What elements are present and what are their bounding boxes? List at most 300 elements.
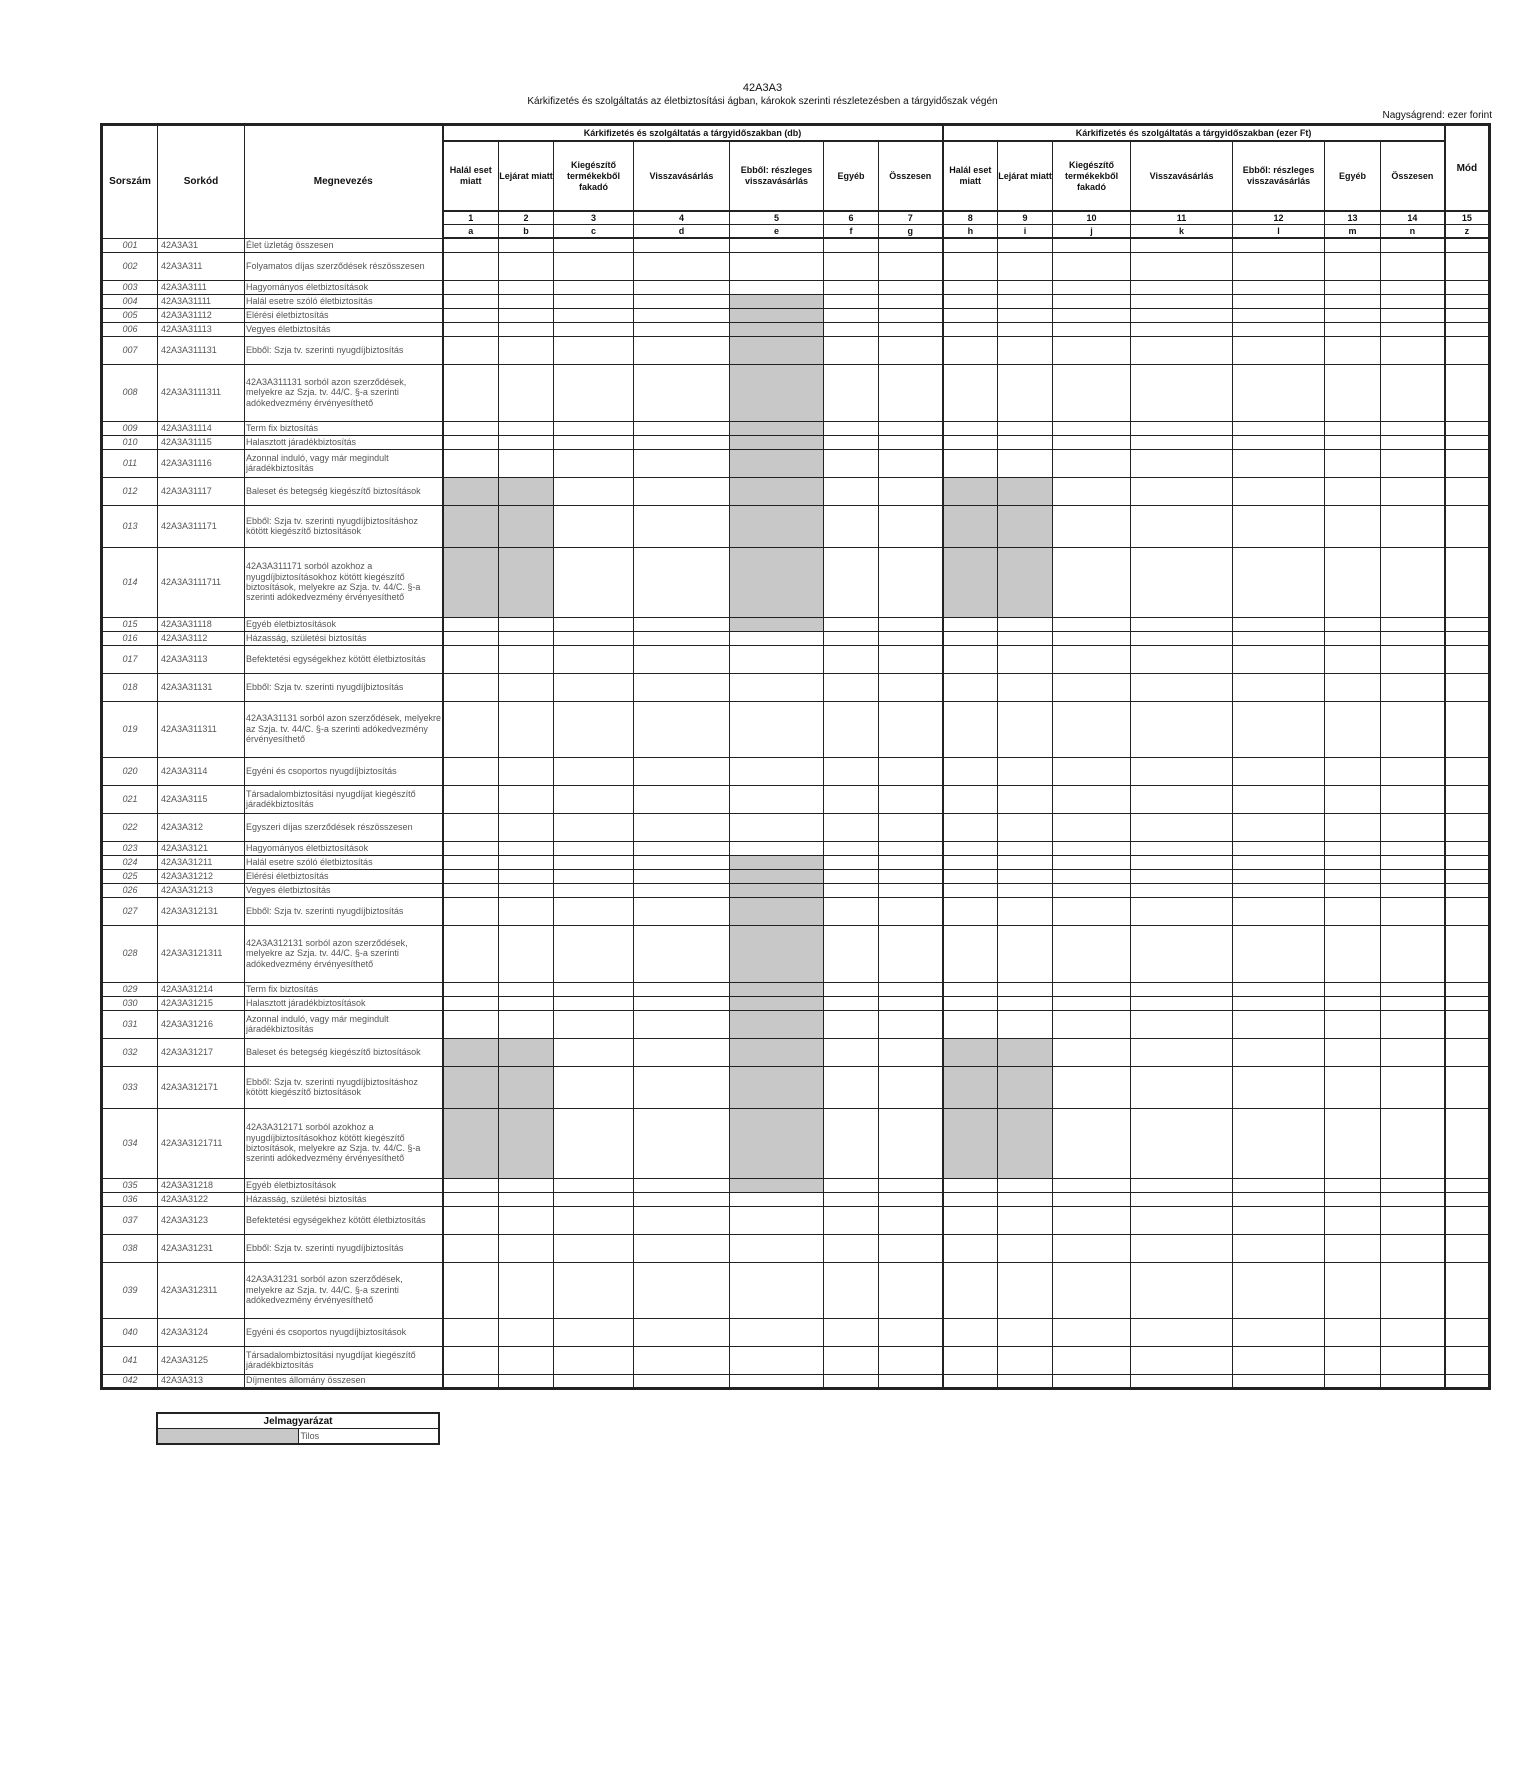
data-cell[interactable] (1325, 1374, 1381, 1388)
data-cell[interactable] (634, 897, 730, 925)
data-cell[interactable] (943, 1234, 998, 1262)
data-cell[interactable] (1325, 238, 1381, 252)
data-cell[interactable] (443, 322, 499, 336)
data-cell[interactable] (879, 1206, 943, 1234)
data-cell[interactable] (1053, 813, 1131, 841)
data-cell[interactable] (1325, 1192, 1381, 1206)
data-cell[interactable] (998, 1178, 1053, 1192)
data-cell[interactable] (1053, 421, 1131, 435)
data-cell[interactable] (443, 757, 499, 785)
data-cell[interactable] (554, 280, 634, 294)
data-cell[interactable] (824, 1206, 879, 1234)
data-cell[interactable] (824, 1192, 879, 1206)
data-cell[interactable] (1325, 982, 1381, 996)
data-cell[interactable] (1053, 238, 1131, 252)
data-cell[interactable] (730, 1374, 824, 1388)
data-cell[interactable] (879, 785, 943, 813)
data-cell[interactable] (443, 897, 499, 925)
data-cell[interactable] (1233, 673, 1325, 701)
data-cell[interactable] (730, 280, 824, 294)
data-cell[interactable] (1325, 505, 1381, 547)
data-cell[interactable] (1131, 322, 1233, 336)
data-cell[interactable] (1131, 982, 1233, 996)
data-cell[interactable] (824, 982, 879, 996)
data-cell[interactable] (1233, 308, 1325, 322)
data-cell[interactable] (824, 1066, 879, 1108)
data-cell[interactable] (499, 308, 554, 322)
data-cell[interactable] (1131, 1066, 1233, 1108)
data-cell[interactable] (1445, 617, 1490, 631)
data-cell[interactable] (998, 883, 1053, 897)
data-cell[interactable] (1381, 996, 1445, 1010)
data-cell[interactable] (730, 1346, 824, 1374)
data-cell[interactable] (1381, 1010, 1445, 1038)
data-cell[interactable] (554, 1318, 634, 1346)
data-cell[interactable] (1131, 841, 1233, 855)
data-cell[interactable] (824, 1262, 879, 1318)
data-cell[interactable] (1325, 477, 1381, 505)
data-cell[interactable] (1445, 673, 1490, 701)
data-cell[interactable] (943, 1192, 998, 1206)
data-cell[interactable] (499, 982, 554, 996)
data-cell[interactable] (824, 645, 879, 673)
data-cell[interactable] (1445, 1066, 1490, 1108)
data-cell[interactable] (824, 238, 879, 252)
data-cell[interactable] (879, 673, 943, 701)
data-cell[interactable] (879, 1262, 943, 1318)
data-cell[interactable] (1053, 1262, 1131, 1318)
data-cell[interactable] (1445, 280, 1490, 294)
data-cell[interactable] (824, 1346, 879, 1374)
data-cell[interactable] (1131, 1178, 1233, 1192)
data-cell[interactable] (824, 322, 879, 336)
data-cell[interactable] (1131, 421, 1233, 435)
data-cell[interactable] (1131, 1374, 1233, 1388)
data-cell[interactable] (824, 505, 879, 547)
data-cell[interactable] (1325, 364, 1381, 421)
data-cell[interactable] (824, 1108, 879, 1178)
data-cell[interactable] (998, 631, 1053, 645)
data-cell[interactable] (1053, 1234, 1131, 1262)
data-cell[interactable] (499, 1346, 554, 1374)
data-cell[interactable] (1381, 1178, 1445, 1192)
data-cell[interactable] (824, 897, 879, 925)
data-cell[interactable] (443, 308, 499, 322)
data-cell[interactable] (554, 435, 634, 449)
data-cell[interactable] (1381, 925, 1445, 982)
data-cell[interactable] (1381, 645, 1445, 673)
data-cell[interactable] (1445, 631, 1490, 645)
data-cell[interactable] (1233, 925, 1325, 982)
data-cell[interactable] (1381, 364, 1445, 421)
data-cell[interactable] (443, 701, 499, 757)
data-cell[interactable] (943, 617, 998, 631)
data-cell[interactable] (634, 477, 730, 505)
data-cell[interactable] (1053, 897, 1131, 925)
data-cell[interactable] (998, 435, 1053, 449)
data-cell[interactable] (943, 449, 998, 477)
data-cell[interactable] (554, 813, 634, 841)
data-cell[interactable] (824, 673, 879, 701)
data-cell[interactable] (1233, 1346, 1325, 1374)
data-cell[interactable] (1053, 631, 1131, 645)
data-cell[interactable] (943, 883, 998, 897)
data-cell[interactable] (554, 1010, 634, 1038)
data-cell[interactable] (879, 757, 943, 785)
data-cell[interactable] (1053, 477, 1131, 505)
data-cell[interactable] (499, 617, 554, 631)
data-cell[interactable] (1381, 477, 1445, 505)
data-cell[interactable] (1325, 645, 1381, 673)
data-cell[interactable] (1381, 252, 1445, 280)
data-cell[interactable] (943, 673, 998, 701)
data-cell[interactable] (1445, 1374, 1490, 1388)
data-cell[interactable] (943, 280, 998, 294)
data-cell[interactable] (879, 1038, 943, 1066)
data-cell[interactable] (634, 308, 730, 322)
data-cell[interactable] (499, 336, 554, 364)
data-cell[interactable] (1131, 673, 1233, 701)
data-cell[interactable] (634, 925, 730, 982)
data-cell[interactable] (998, 1192, 1053, 1206)
data-cell[interactable] (1325, 421, 1381, 435)
data-cell[interactable] (943, 925, 998, 982)
data-cell[interactable] (943, 645, 998, 673)
data-cell[interactable] (879, 322, 943, 336)
data-cell[interactable] (1131, 631, 1233, 645)
data-cell[interactable] (1053, 505, 1131, 547)
data-cell[interactable] (1445, 855, 1490, 869)
data-cell[interactable] (1381, 1038, 1445, 1066)
data-cell[interactable] (1381, 1066, 1445, 1108)
data-cell[interactable] (1445, 785, 1490, 813)
data-cell[interactable] (1445, 982, 1490, 996)
data-cell[interactable] (1131, 897, 1233, 925)
data-cell[interactable] (1053, 757, 1131, 785)
data-cell[interactable] (998, 841, 1053, 855)
data-cell[interactable] (499, 238, 554, 252)
data-cell[interactable] (1445, 364, 1490, 421)
data-cell[interactable] (1053, 617, 1131, 631)
data-cell[interactable] (1131, 364, 1233, 421)
data-cell[interactable] (943, 869, 998, 883)
data-cell[interactable] (879, 294, 943, 308)
data-cell[interactable] (1053, 1038, 1131, 1066)
data-cell[interactable] (1381, 841, 1445, 855)
data-cell[interactable] (443, 925, 499, 982)
data-cell[interactable] (634, 1346, 730, 1374)
data-cell[interactable] (1233, 252, 1325, 280)
data-cell[interactable] (554, 631, 634, 645)
data-cell[interactable] (730, 1192, 824, 1206)
data-cell[interactable] (1381, 1262, 1445, 1318)
data-cell[interactable] (1325, 322, 1381, 336)
data-cell[interactable] (1445, 1192, 1490, 1206)
data-cell[interactable] (1381, 757, 1445, 785)
data-cell[interactable] (1131, 996, 1233, 1010)
data-cell[interactable] (1233, 364, 1325, 421)
data-cell[interactable] (824, 421, 879, 435)
data-cell[interactable] (1445, 547, 1490, 617)
data-cell[interactable] (879, 1192, 943, 1206)
data-cell[interactable] (634, 1010, 730, 1038)
data-cell[interactable] (1053, 855, 1131, 869)
data-cell[interactable] (554, 1178, 634, 1192)
data-cell[interactable] (1325, 925, 1381, 982)
data-cell[interactable] (824, 547, 879, 617)
data-cell[interactable] (634, 252, 730, 280)
data-cell[interactable] (634, 1374, 730, 1388)
data-cell[interactable] (824, 1038, 879, 1066)
data-cell[interactable] (1053, 1010, 1131, 1038)
data-cell[interactable] (943, 841, 998, 855)
data-cell[interactable] (499, 435, 554, 449)
data-cell[interactable] (998, 673, 1053, 701)
data-cell[interactable] (499, 813, 554, 841)
data-cell[interactable] (1053, 1374, 1131, 1388)
data-cell[interactable] (998, 785, 1053, 813)
data-cell[interactable] (1131, 785, 1233, 813)
data-cell[interactable] (879, 617, 943, 631)
data-cell[interactable] (1325, 280, 1381, 294)
data-cell[interactable] (879, 869, 943, 883)
data-cell[interactable] (1053, 701, 1131, 757)
data-cell[interactable] (634, 982, 730, 996)
data-cell[interactable] (1053, 841, 1131, 855)
data-cell[interactable] (824, 869, 879, 883)
data-cell[interactable] (1381, 673, 1445, 701)
data-cell[interactable] (1381, 294, 1445, 308)
data-cell[interactable] (1233, 631, 1325, 645)
data-cell[interactable] (1381, 1374, 1445, 1388)
data-cell[interactable] (1381, 869, 1445, 883)
data-cell[interactable] (1053, 435, 1131, 449)
data-cell[interactable] (1131, 1192, 1233, 1206)
data-cell[interactable] (730, 673, 824, 701)
data-cell[interactable] (554, 996, 634, 1010)
data-cell[interactable] (634, 1108, 730, 1178)
data-cell[interactable] (824, 1010, 879, 1038)
data-cell[interactable] (499, 996, 554, 1010)
data-cell[interactable] (998, 982, 1053, 996)
data-cell[interactable] (634, 855, 730, 869)
data-cell[interactable] (998, 645, 1053, 673)
data-cell[interactable] (1445, 435, 1490, 449)
data-cell[interactable] (879, 1346, 943, 1374)
data-cell[interactable] (499, 1262, 554, 1318)
data-cell[interactable] (1131, 252, 1233, 280)
data-cell[interactable] (824, 855, 879, 869)
data-cell[interactable] (1381, 785, 1445, 813)
data-cell[interactable] (1233, 1192, 1325, 1206)
data-cell[interactable] (824, 1234, 879, 1262)
data-cell[interactable] (554, 1038, 634, 1066)
data-cell[interactable] (1325, 757, 1381, 785)
data-cell[interactable] (554, 855, 634, 869)
data-cell[interactable] (1381, 883, 1445, 897)
data-cell[interactable] (499, 1192, 554, 1206)
data-cell[interactable] (998, 996, 1053, 1010)
data-cell[interactable] (499, 280, 554, 294)
data-cell[interactable] (879, 1066, 943, 1108)
data-cell[interactable] (443, 1010, 499, 1038)
data-cell[interactable] (443, 1234, 499, 1262)
data-cell[interactable] (443, 252, 499, 280)
data-cell[interactable] (998, 925, 1053, 982)
data-cell[interactable] (634, 645, 730, 673)
data-cell[interactable] (1131, 294, 1233, 308)
data-cell[interactable] (1233, 1374, 1325, 1388)
data-cell[interactable] (554, 1108, 634, 1178)
data-cell[interactable] (1233, 785, 1325, 813)
data-cell[interactable] (730, 645, 824, 673)
data-cell[interactable] (824, 477, 879, 505)
data-cell[interactable] (1445, 925, 1490, 982)
data-cell[interactable] (1233, 701, 1325, 757)
data-cell[interactable] (998, 1010, 1053, 1038)
data-cell[interactable] (943, 1374, 998, 1388)
data-cell[interactable] (634, 996, 730, 1010)
data-cell[interactable] (1131, 1346, 1233, 1374)
data-cell[interactable] (1381, 322, 1445, 336)
data-cell[interactable] (1381, 813, 1445, 841)
data-cell[interactable] (730, 1262, 824, 1318)
data-cell[interactable] (443, 1192, 499, 1206)
data-cell[interactable] (879, 547, 943, 617)
data-cell[interactable] (1233, 813, 1325, 841)
data-cell[interactable] (554, 238, 634, 252)
data-cell[interactable] (554, 982, 634, 996)
data-cell[interactable] (730, 785, 824, 813)
data-cell[interactable] (1445, 996, 1490, 1010)
data-cell[interactable] (499, 1178, 554, 1192)
data-cell[interactable] (443, 645, 499, 673)
data-cell[interactable] (634, 869, 730, 883)
data-cell[interactable] (554, 645, 634, 673)
data-cell[interactable] (1381, 435, 1445, 449)
data-cell[interactable] (1131, 757, 1233, 785)
data-cell[interactable] (879, 925, 943, 982)
data-cell[interactable] (1131, 547, 1233, 617)
data-cell[interactable] (1131, 1262, 1233, 1318)
data-cell[interactable] (443, 841, 499, 855)
data-cell[interactable] (1445, 449, 1490, 477)
data-cell[interactable] (943, 308, 998, 322)
data-cell[interactable] (943, 1178, 998, 1192)
data-cell[interactable] (554, 897, 634, 925)
data-cell[interactable] (499, 883, 554, 897)
data-cell[interactable] (634, 1234, 730, 1262)
data-cell[interactable] (1233, 617, 1325, 631)
data-cell[interactable] (1445, 883, 1490, 897)
data-cell[interactable] (824, 757, 879, 785)
data-cell[interactable] (499, 869, 554, 883)
data-cell[interactable] (634, 280, 730, 294)
data-cell[interactable] (1053, 364, 1131, 421)
data-cell[interactable] (1053, 1108, 1131, 1178)
data-cell[interactable] (1325, 1010, 1381, 1038)
data-cell[interactable] (730, 631, 824, 645)
data-cell[interactable] (1325, 841, 1381, 855)
data-cell[interactable] (824, 280, 879, 294)
data-cell[interactable] (499, 1234, 554, 1262)
data-cell[interactable] (1381, 701, 1445, 757)
data-cell[interactable] (443, 238, 499, 252)
data-cell[interactable] (730, 1206, 824, 1234)
data-cell[interactable] (499, 841, 554, 855)
data-cell[interactable] (634, 238, 730, 252)
data-cell[interactable] (943, 1262, 998, 1318)
data-cell[interactable] (1445, 897, 1490, 925)
data-cell[interactable] (634, 547, 730, 617)
data-cell[interactable] (998, 1234, 1053, 1262)
data-cell[interactable] (1131, 883, 1233, 897)
data-cell[interactable] (1325, 1206, 1381, 1234)
data-cell[interactable] (554, 757, 634, 785)
data-cell[interactable] (879, 435, 943, 449)
data-cell[interactable] (1445, 477, 1490, 505)
data-cell[interactable] (499, 645, 554, 673)
data-cell[interactable] (1381, 238, 1445, 252)
data-cell[interactable] (943, 996, 998, 1010)
data-cell[interactable] (1325, 336, 1381, 364)
data-cell[interactable] (824, 701, 879, 757)
data-cell[interactable] (634, 435, 730, 449)
data-cell[interactable] (824, 449, 879, 477)
data-cell[interactable] (1233, 1178, 1325, 1192)
data-cell[interactable] (443, 1318, 499, 1346)
data-cell[interactable] (1381, 982, 1445, 996)
data-cell[interactable] (943, 982, 998, 996)
data-cell[interactable] (943, 421, 998, 435)
data-cell[interactable] (634, 336, 730, 364)
data-cell[interactable] (1381, 505, 1445, 547)
data-cell[interactable] (1053, 883, 1131, 897)
data-cell[interactable] (1053, 547, 1131, 617)
data-cell[interactable] (1445, 238, 1490, 252)
data-cell[interactable] (634, 701, 730, 757)
data-cell[interactable] (879, 701, 943, 757)
data-cell[interactable] (1233, 238, 1325, 252)
data-cell[interactable] (1325, 1318, 1381, 1346)
data-cell[interactable] (879, 280, 943, 294)
data-cell[interactable] (1233, 1066, 1325, 1108)
data-cell[interactable] (879, 1374, 943, 1388)
data-cell[interactable] (443, 982, 499, 996)
data-cell[interactable] (634, 1192, 730, 1206)
data-cell[interactable] (1381, 1318, 1445, 1346)
data-cell[interactable] (1325, 1066, 1381, 1108)
data-cell[interactable] (443, 1374, 499, 1388)
data-cell[interactable] (443, 1178, 499, 1192)
data-cell[interactable] (998, 421, 1053, 435)
data-cell[interactable] (1233, 336, 1325, 364)
data-cell[interactable] (443, 631, 499, 645)
data-cell[interactable] (1131, 855, 1233, 869)
data-cell[interactable] (443, 1206, 499, 1234)
data-cell[interactable] (1381, 617, 1445, 631)
data-cell[interactable] (824, 996, 879, 1010)
data-cell[interactable] (554, 547, 634, 617)
data-cell[interactable] (1053, 1178, 1131, 1192)
data-cell[interactable] (443, 855, 499, 869)
data-cell[interactable] (1445, 505, 1490, 547)
data-cell[interactable] (1325, 308, 1381, 322)
data-cell[interactable] (943, 1010, 998, 1038)
data-cell[interactable] (1131, 1234, 1233, 1262)
data-cell[interactable] (1233, 322, 1325, 336)
data-cell[interactable] (1445, 421, 1490, 435)
